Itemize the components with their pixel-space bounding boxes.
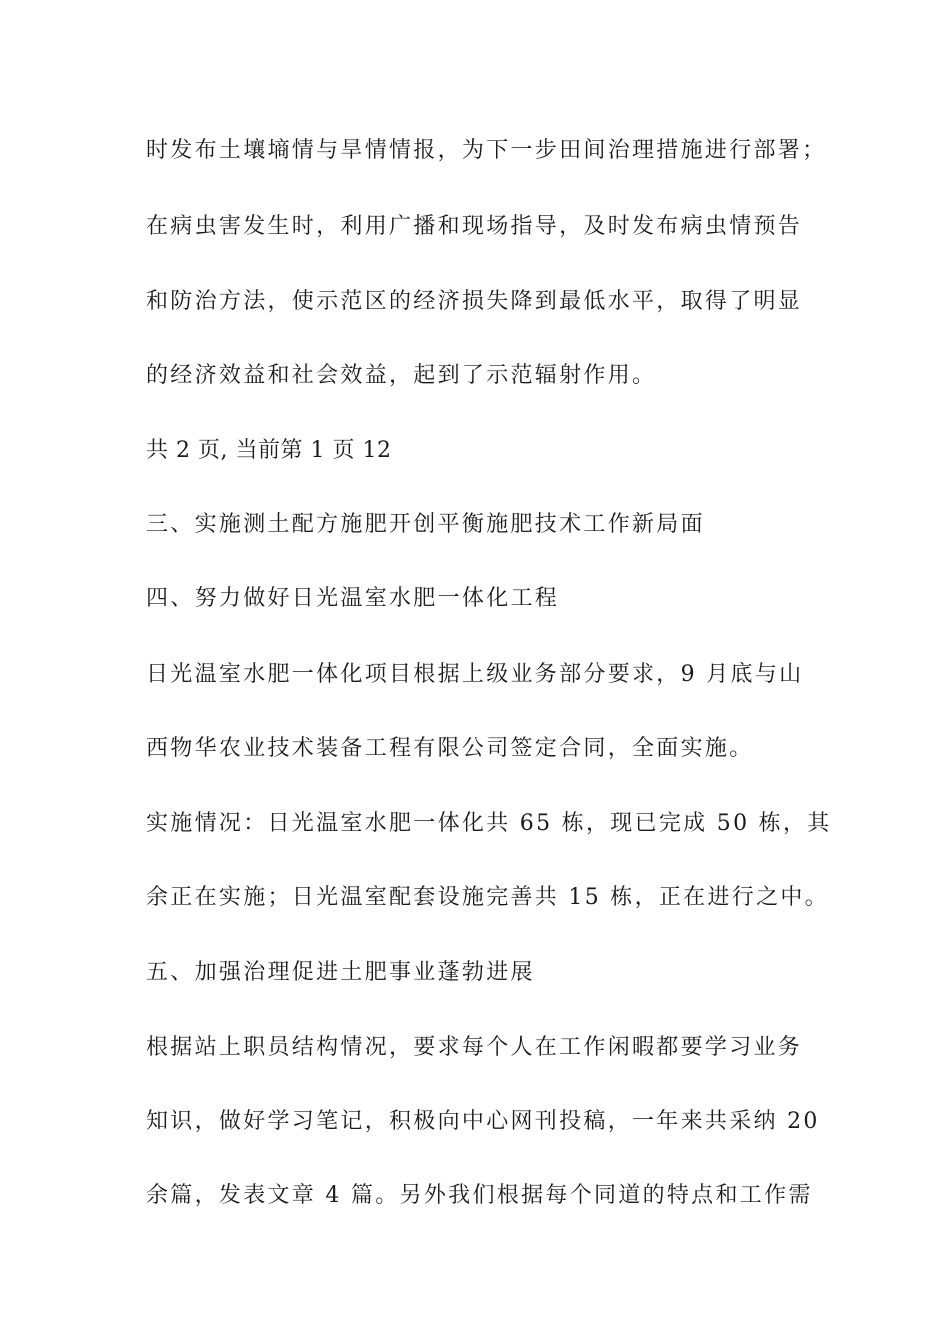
body-text-line: 根据站上职员结构情况，要求每个人在工作闲暇都要学习业务 (146, 1035, 803, 1060)
section-heading: 三、实施测土配方施肥开创平衡施肥技术工作新局面 (146, 512, 705, 537)
section-heading: 四、努力做好日光温室水肥一体化工程 (146, 586, 560, 611)
body-text-line: 时发布土壤墒情与旱情情报，为下一步田间治理措施进行部署； (146, 138, 827, 163)
section-heading: 五、加强治理促进土肥事业蓬勃进展 (146, 960, 535, 985)
body-text-line: 的经济效益和社会效益，起到了示范辐射作用。 (146, 363, 657, 388)
body-text-line: 实施情况：日光温室水肥一体化共 65 栋，现已完成 50 栋，其 (146, 811, 832, 836)
body-text-line: 余正在实施；日光温室配套设施完善共 15 栋，正在进行之中。 (146, 885, 829, 910)
body-text-line: 日光温室水肥一体化项目根据上级业务部分要求，9 月底与山 (146, 662, 804, 687)
body-text-line: 和防治方法，使示范区的经济损失降到最低水平，取得了明显 (146, 289, 803, 314)
body-text-line: 在病虫害发生时，利用广播和现场指导，及时发布病虫情预告 (146, 214, 803, 239)
body-text-line: 知识，做好学习笔记，积极向中心网刊投稿，一年来共采纳 20 (146, 1109, 820, 1134)
body-text-line: 余篇，发表文章 4 篇。另外我们根据每个同道的特点和工作需 (146, 1183, 813, 1208)
page-footer: 共 2 页, 当前第 1 页 12 (146, 438, 392, 463)
body-text-line: 西物华农业技术装备工程有限公司签定合同，全面实施。 (146, 736, 754, 761)
